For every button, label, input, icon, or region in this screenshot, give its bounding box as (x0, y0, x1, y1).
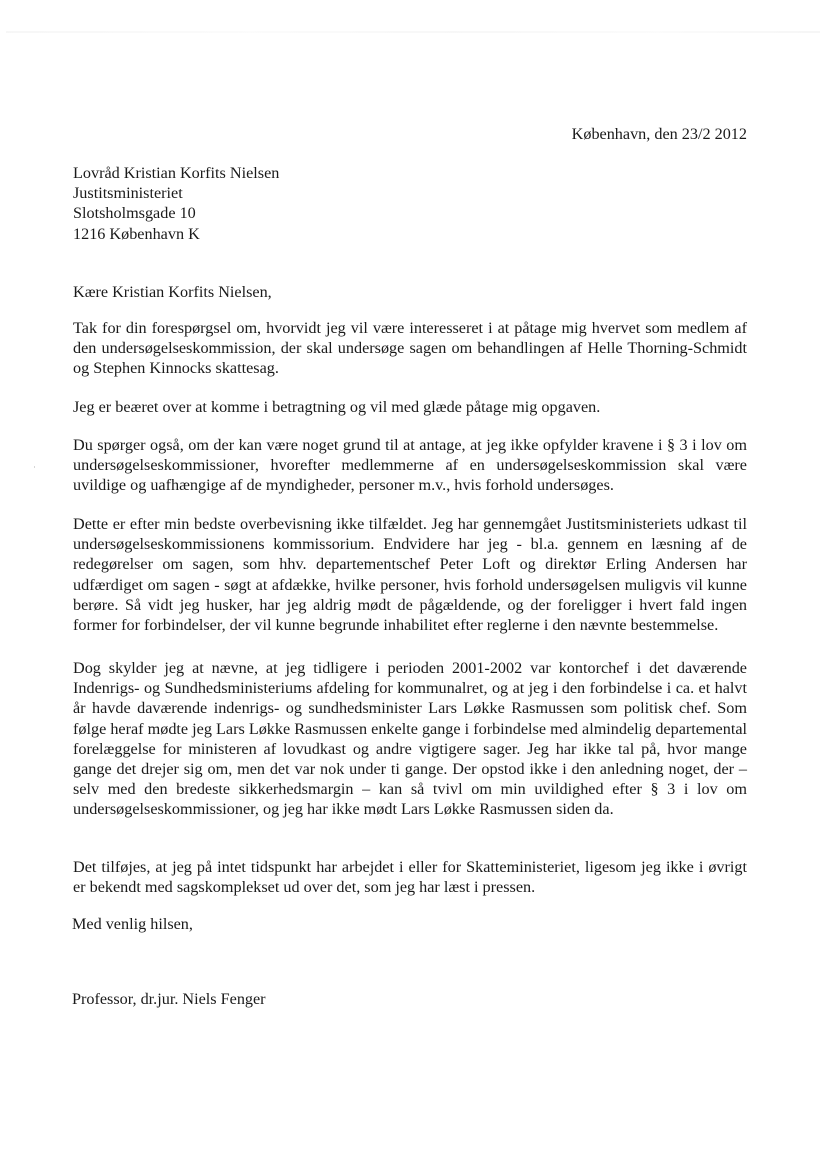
body-paragraph-1: Tak for din forespørgsel om, hvorvidt jeg vil være interesseret i at påtage mig hvervet som medlem af den undersøgelseskommission, der skal undersøge sagen om behandlingen af Helle Thorning-Schmidt og Stephen Kinnocks skattesag. (73, 319, 747, 378)
salutation: Kære Kristian Korfits Nielsen, (73, 283, 272, 301)
signature: Professor, dr.jur. Niels Fenger (72, 990, 266, 1008)
scan-speck (34, 466, 35, 468)
recipient-address (73, 163, 279, 244)
recipient-city: 1216 København K (73, 224, 200, 243)
recipient-street: Slotsholmsgade 10 (73, 204, 196, 223)
place-date: København, den 23/2 2012 (571, 125, 747, 143)
body-paragraph-5: Dog skylder jeg at nævne, at jeg tidligere i perioden 2001-2002 var kontorchef i det daværende Indenrigs- og Sundhedsministeriums afdeling for kommunalret, og at jeg i den forbindelse i ca. et halvt år havde daværende indenrigs- og sundhedsminister Lars Løkke Rasmussen som politisk chef. Som følge heraf mødte jeg Lars Løkke Rasmussen enkelte gange i forbindelse med almindelig departemental forelæggelse for ministeren af lovudkast og andre vigtigere sager. Jeg har ikke tal på, hvor mange gange det drejer sig om, men det var nok under ti gange. Der opstod ikke i den anledning noget, der – selv med den bredeste sikkerhedsmargin – kan så tvivl om min uvildighed efter § 3 i lov om undersøgelseskommissioner, og jeg har ikke mødt Lars Løkke Rasmussen siden da. (73, 659, 747, 819)
body-paragraph-2: Jeg er beæret over at komme i betragtning og vil med glæde påtage mig opgaven. (73, 398, 601, 416)
body-paragraph-3: Du spørger også, om der kan være noget grund til at antage, at jeg ikke opfylder kravene i § 3 i lov om undersøgelseskommissioner, hvorefter medlemmerne af en undersøgelseskommission skal være uvildige og uafhængige af de myndigheder, personer m.v., hvis forhold undersøges. (73, 436, 747, 495)
recipient-organization: Justitsministeriet (73, 184, 183, 203)
body-paragraph-6: Det tilføjes, at jeg på intet tidspunkt har arbejdet i eller for Skatteministeriet, ligesom jeg ikke i øvrigt er bekendt med sagskomplekset ud over det, som jeg har læst i pressen. (73, 858, 747, 897)
closing: Med venlig hilsen, (72, 915, 193, 933)
scan-top-edge-artifact (6, 31, 820, 33)
recipient-name: Lovråd Kristian Korfits Nielsen (73, 164, 280, 182)
body-paragraph-4: Dette er efter min bedste overbevisning ikke tilfældet. Jeg har gennemgået Justitsministeriets udkast til undersøgelseskommissionens kommissorium. Endvidere har jeg - bl.a. gennem en læsning af de redegørelser om sagen, som hhv. departementschef Peter Loft og direktør Erling Andersen har udfærdiget om sagen - søgt at afdække, hvilke personer, hvis forhold undersøgelsen muligvis vil kunne berøre. Så vidt jeg husker, har jeg aldrig mødt de pågældende, og der foreligger i hvert fald ingen former for forbindelser, der vil kunne begrunde inhabilitet efter reglerne i den nævnte bestemmelse. (73, 515, 747, 635)
